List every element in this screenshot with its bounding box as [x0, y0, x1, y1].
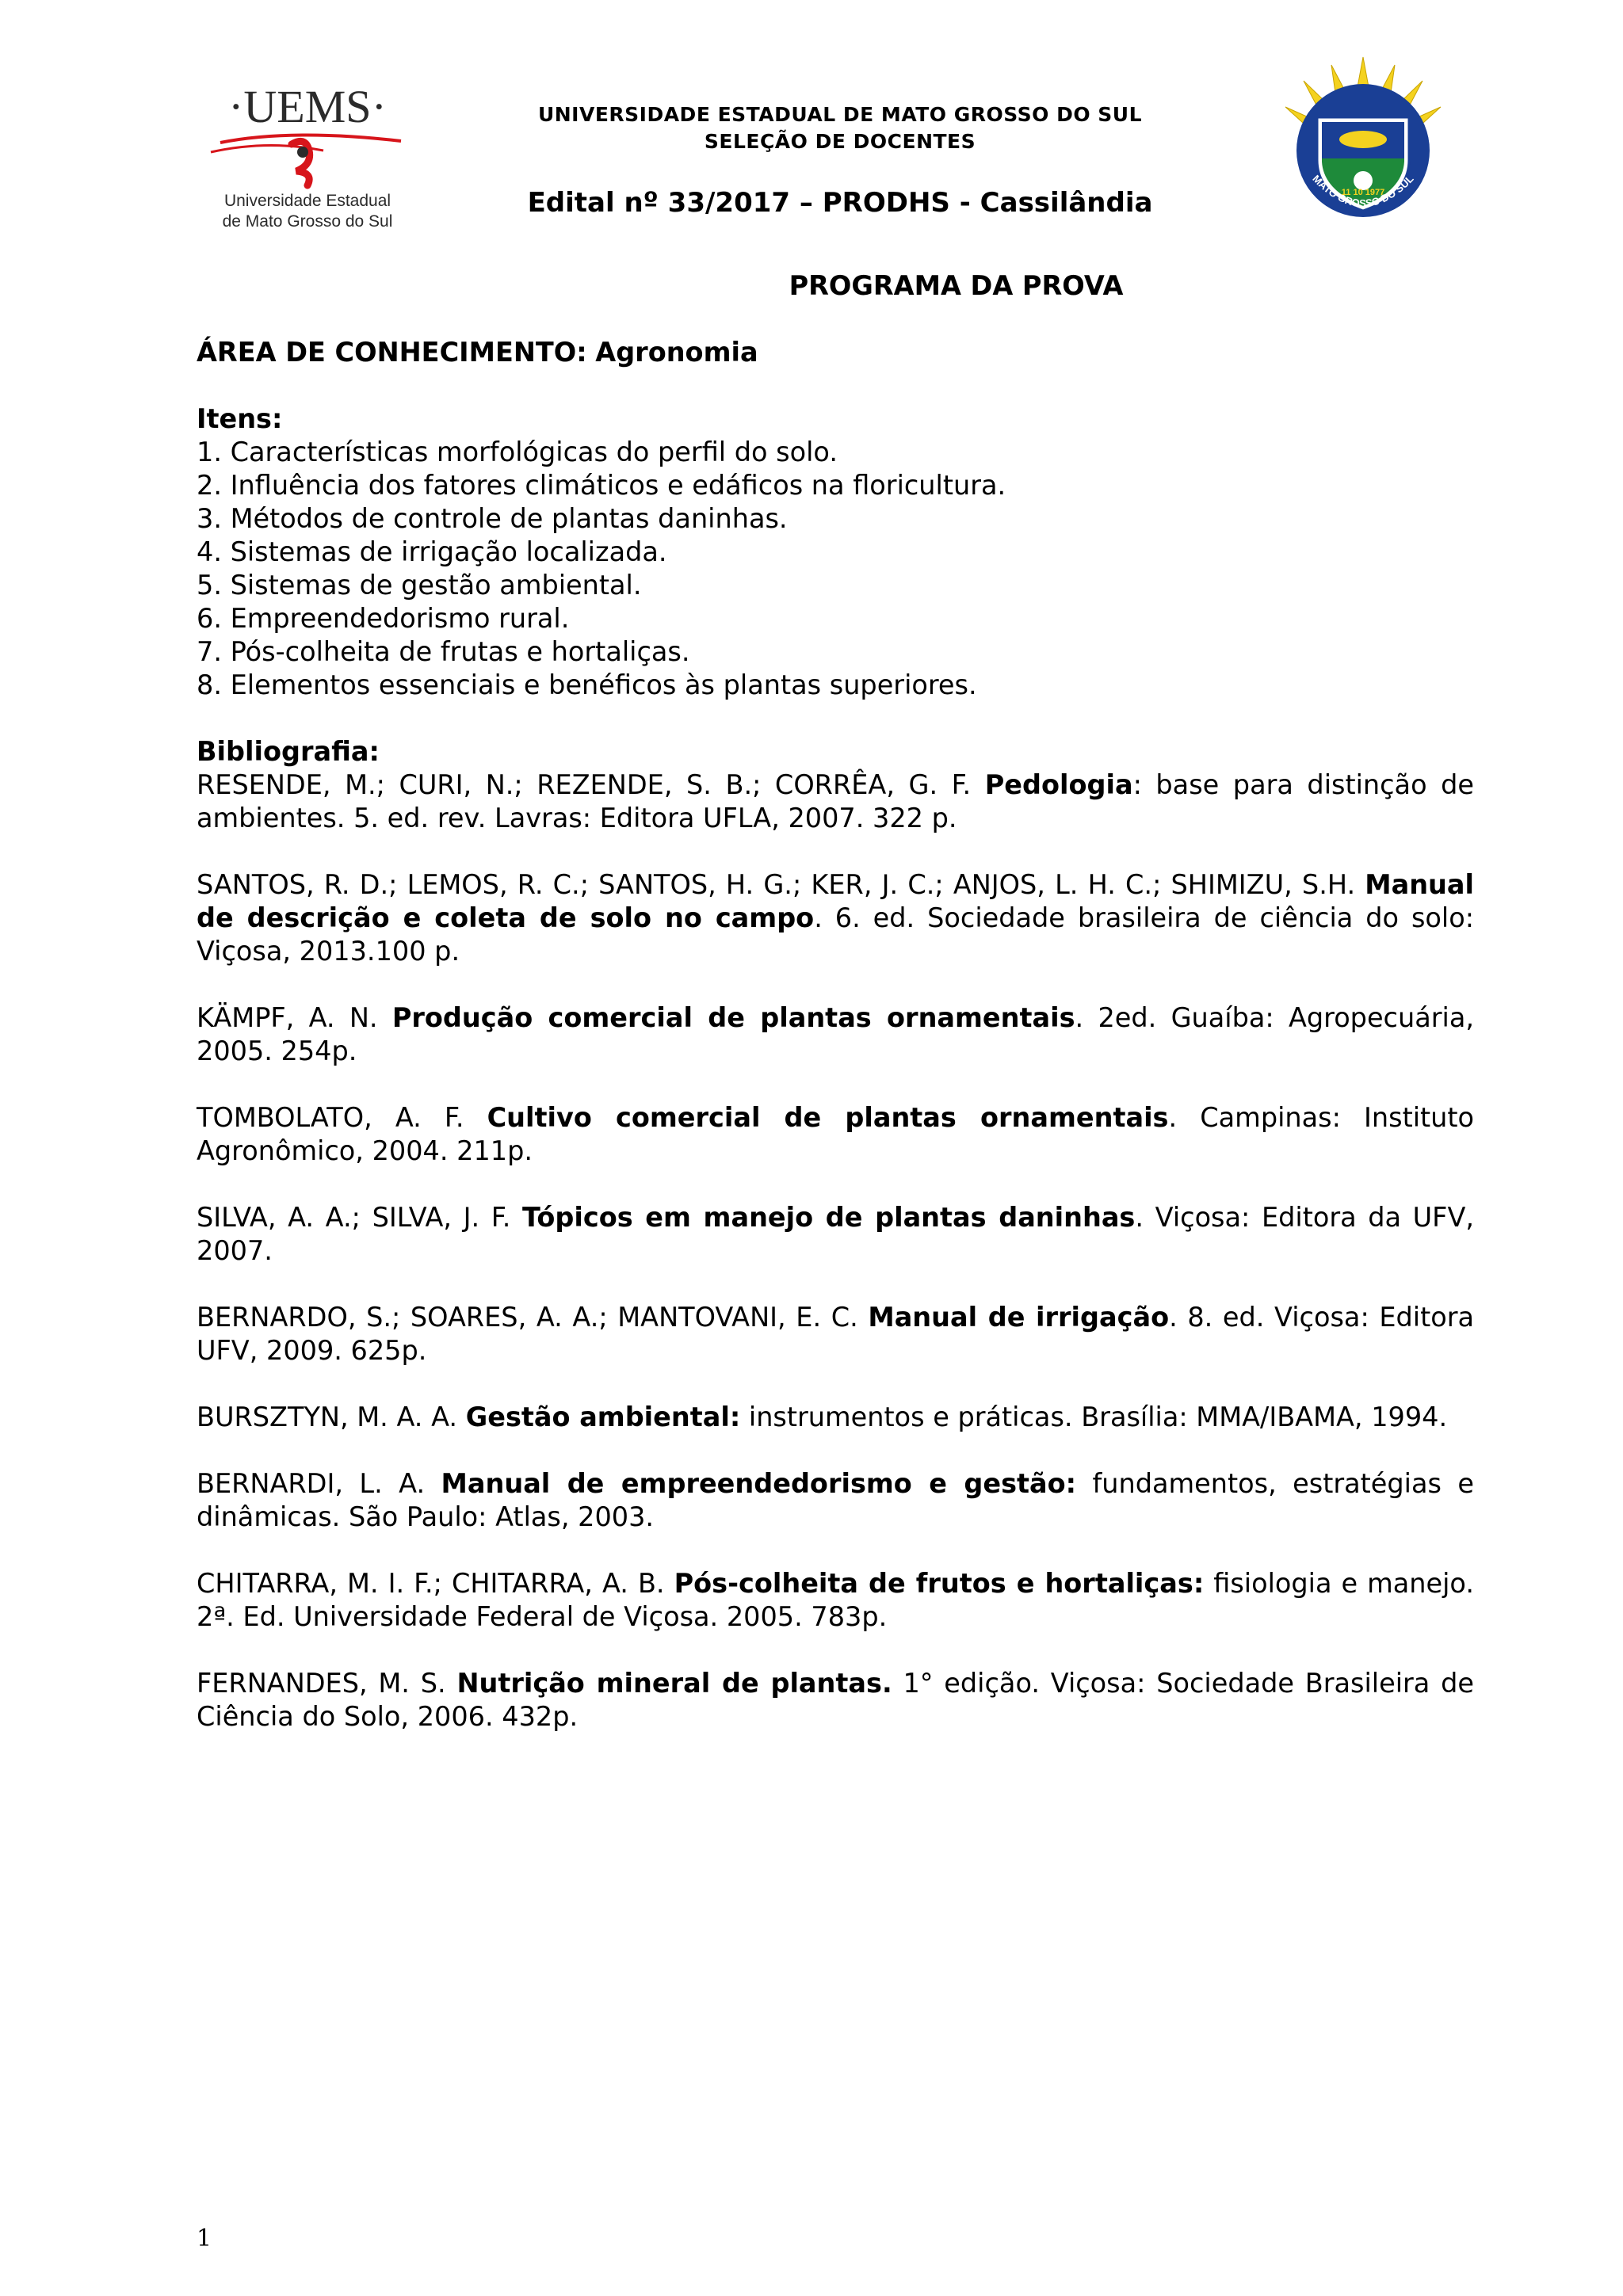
items-list: [197, 436, 1474, 702]
list-item: 7. Pós-colheita de frutas e hortaliças.: [197, 636, 690, 667]
reference-item: SILVA, A. A.; SILVA, J. F. Tópicos em manejo de plantas daninhas. Viçosa: Editora da UFV, 2007.: [197, 1202, 1475, 1266]
list-item: 4. Sistemas de irrigação localizada.: [197, 536, 667, 567]
crest-date: 11 10 1977: [1341, 188, 1385, 197]
reference-item: FERNANDES, M. S. Nutrição mineral de plantas. 1° edição. Viçosa: Sociedade Brasileira de Ciência do Solo, 2006. 432p.: [197, 1668, 1474, 1732]
program-title: PROGRAMA DA PROVA: [789, 270, 1124, 301]
program-content: [197, 269, 1474, 1767]
list-item: 8. Elementos essenciais e benéficos às plantas superiores.: [197, 669, 977, 700]
list-item: 6. Empreendedorismo rural.: [197, 603, 570, 634]
list-item: 3. Métodos de controle de plantas daninhas.: [197, 503, 788, 534]
area-value: Agronomia: [595, 337, 758, 368]
reference-item: CHITARRA, M. I. F.; CHITARRA, A. B. Pós-colheita de frutos e hortaliças: fisiologia e manejo. 2ª. Ed. Universidade Federal de Viçosa. 2005. 783p.: [197, 1568, 1474, 1632]
list-item: 1. Características morfológicas do perfil do solo.: [197, 437, 838, 467]
reference-item: TOMBOLATO, A. F. Cultivo comercial de plantas ornamentais. Campinas: Instituto Agronômico, 2004. 211p.: [197, 1102, 1475, 1166]
logo-figure-head: [297, 147, 308, 158]
area-label: ÁREA DE CONHECIMENTO:: [197, 337, 587, 368]
reference-item: KÄMPF, A. N. Produção comercial de plantas ornamentais. 2ed. Guaíba: Agropecuária, 2005. 254p.: [197, 1002, 1474, 1066]
list-item: 2. Influência dos fatores climáticos e edáficos na floricultura.: [197, 470, 1006, 501]
logo-swoosh-top: [220, 135, 401, 143]
reference-item: BERNARDO, S.; SOARES, A. A.; MANTOVANI, E. C. Manual de irrigação. 8. ed. Viçosa: Editora UFV, 2009. 625p.: [197, 1302, 1475, 1366]
page-number: 1: [197, 2225, 212, 2252]
logo-line-1: Universidade Estadual: [223, 192, 391, 210]
header-text: [444, 101, 1236, 219]
reference-item: BURSZTYN, M. A. A. Gestão ambiental: instrumentos e práticas. Brasília: MMA/IBAMA, 1994.: [197, 1402, 1448, 1432]
state-crest: [1276, 55, 1450, 234]
reference-item: SANTOS, R. D.; LEMOS, R. C.; SANTOS, H. G.; KER, J. C.; ANJOS, L. H. C.; SHIMIZU, S.H. Manual de descrição e coleta de solo no campo. 6. ed. Sociedade brasileira de ciência do solo: Viçosa, 2013.100 p.: [197, 869, 1474, 967]
university-name: UNIVERSIDADE ESTADUAL DE MATO GROSSO DO SUL: [537, 103, 1143, 126]
items-label: Itens:: [197, 403, 283, 434]
list-item: 5. Sistemas de gestão ambiental.: [197, 570, 642, 601]
reference-item: BERNARDI, L. A. Manual de empreendedorismo e gestão: fundamentos, estratégias e dinâmicas. São Paulo: Atlas, 2003.: [197, 1468, 1474, 1532]
edital-title: Edital nº 33/2017 – PRODHS - Cassilândia: [527, 187, 1153, 219]
reference-item: RESENDE, M.; CURI, N.; REZENDE, S. B.; CORRÊA, G. F. Pedologia: base para distinção de ambientes. 5. ed. rev. Lavras: Editora UFLA, 2007. 322 p.: [197, 769, 1474, 833]
bibliography-label: Bibliografia:: [197, 736, 380, 767]
logo-name: ·UEMS·: [228, 81, 387, 132]
knowledge-area: [197, 336, 1474, 369]
selection-title: SELEÇÃO DE DOCENTES: [704, 130, 976, 153]
crest-jaguar-icon: [1339, 131, 1387, 148]
uems-logo: [204, 73, 411, 247]
logo-line-2: de Mato Grosso do Sul: [222, 212, 393, 231]
crest-banner-text: MATO GROSSO DO SUL: [1310, 172, 1416, 210]
